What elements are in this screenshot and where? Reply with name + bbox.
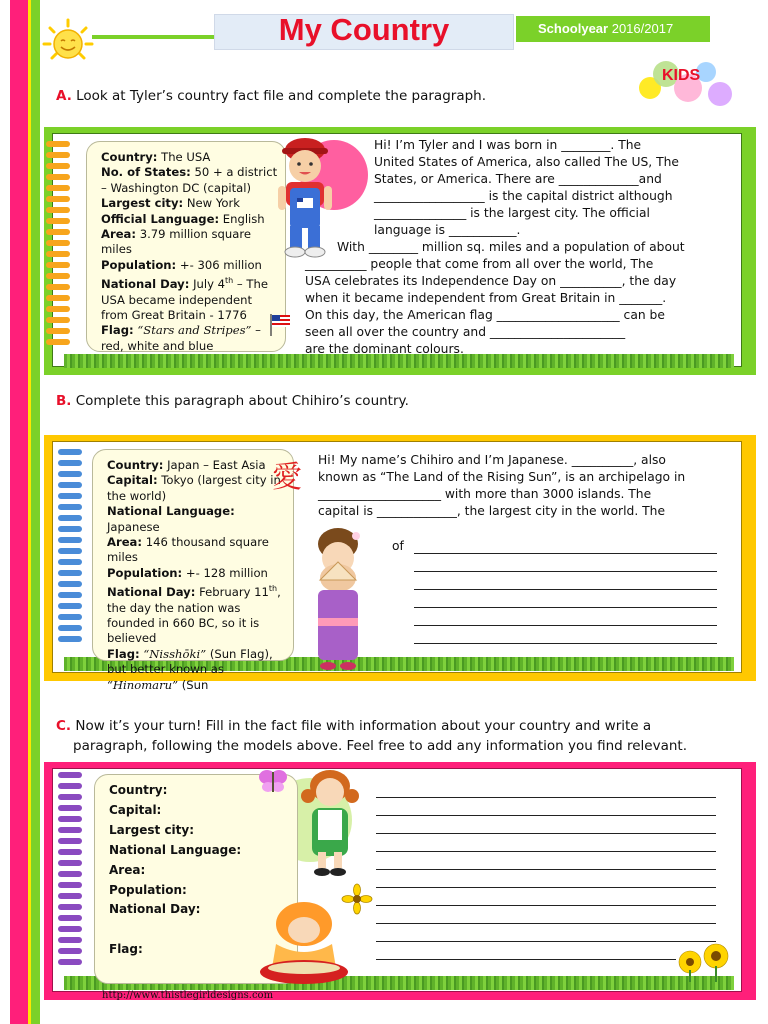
para-a-line: _______________ is the largest city. The official [374, 206, 650, 220]
ff-a-largest: New York [186, 196, 240, 211]
para-b-line: capital is _____________, the largest city in the world. The [318, 504, 666, 518]
write-line [414, 643, 717, 644]
write-line [414, 625, 717, 626]
write-line [376, 797, 716, 798]
section-a-binder-rings [46, 141, 74, 350]
ff-a-day-post: – The USA became independent from Great Britain - 1776 [101, 277, 268, 322]
write-line [376, 815, 716, 816]
section-b-paragraph [318, 452, 722, 520]
kids-logo [636, 58, 736, 116]
ff-a-area: 3.79 million square miles [101, 227, 252, 257]
ff-b-area-label: Area: [107, 535, 143, 550]
ff-a-area-label: Area: [101, 227, 137, 242]
section-b-fact-file [92, 449, 294, 692]
header-green-bar [92, 35, 217, 39]
ff-a-states: 50 + a district – Washington DC (capital) [101, 165, 278, 195]
ff-b-country-label: Country: [107, 458, 164, 472]
para-a-line: seen all over the country and ______________________ [305, 325, 626, 339]
section-a-instruction [56, 88, 486, 104]
ff-c-field: National Day: [109, 902, 201, 917]
para-a-line: __________________ is the capital district although [374, 189, 673, 203]
para-a-line: With ________ million sq. miles and a population of about [337, 240, 685, 254]
logo-letter-k: KIDS [662, 67, 701, 84]
ff-b-language: Japanese [107, 519, 160, 534]
ff-a-population-label: Population: [101, 257, 177, 272]
ff-c-field: Largest city: [109, 822, 195, 837]
side-bar-pink [10, 0, 28, 1024]
section-c-instruction [56, 716, 746, 756]
section-a-paragraph [305, 137, 717, 358]
para-a-line: when it became independent from Great Britain in _______. [305, 291, 667, 305]
write-line [376, 959, 676, 960]
write-line [414, 607, 717, 608]
para-a-line: __________ people that come from all over the world, The [305, 257, 654, 271]
section-b-of-label: of [392, 539, 404, 553]
para-a-line: United States of America, also called The US, The [374, 155, 679, 169]
para-a-line: States, or America. There are _____________and [374, 172, 662, 186]
ff-b-day-post: , the day the nation was founded in 660 BC, so it is believed [107, 585, 281, 646]
ff-c-field: Population: [109, 882, 187, 897]
ff-a-flag-name: “Stars and Stripes” [137, 323, 252, 338]
para-b-line: ____________________ with more than 3000 islands. The [318, 487, 652, 501]
boy-eskimo-illustration [256, 896, 352, 984]
footer-url: http://www.thistlegirldesigns.com [102, 990, 274, 1001]
girl-redhair-illustration [298, 766, 362, 878]
section-a-instruction-text: Look at Tyler’s country fact file and complete the paragraph. [76, 88, 487, 104]
section-a-letter: A. [56, 88, 72, 104]
write-line [376, 887, 716, 888]
para-a-line: USA celebrates its Independence Day on __________, the day [305, 274, 677, 288]
ff-a-language: English [222, 211, 265, 226]
section-b-instruction-text: Complete this paragraph about Chihiro’s country. [75, 393, 409, 409]
para-a-line: On this day, the American flag ____________________ can be [305, 308, 665, 322]
para-b-line: Hi! My name’s Chihiro and I’m Japanese. __________, also [318, 453, 666, 467]
para-a-line: Hi! I’m Tyler and I was born in ________. The [374, 138, 642, 152]
ff-b-flag-label: Flag: [107, 646, 140, 661]
section-c-instruction-line2: paragraph, following the models above. Feel free to add any information you find relevant. [73, 738, 688, 754]
schoolyear-value: 2016/2017 [611, 21, 674, 36]
section-b-binder-rings [58, 449, 86, 647]
ff-b-flag-name2: “Hinomaru” [107, 677, 179, 692]
ff-b-flag-name: “Nisshōki” [143, 646, 207, 661]
ff-a-language-label: Official Language: [101, 211, 220, 226]
page-title: My Country [278, 12, 450, 47]
butterfly-icon [258, 768, 288, 794]
section-a-fact-file [86, 141, 286, 352]
sunflowers-icon [674, 940, 740, 982]
side-bar-green [31, 0, 40, 1024]
write-line [376, 941, 716, 942]
section-c-instruction-line1: Now it’s your turn! Fill in the fact file with information about your country and write a [75, 718, 652, 734]
para-a-line: language is ___________. [374, 223, 521, 237]
write-line [376, 905, 716, 906]
girl-chihiro-illustration [302, 522, 374, 672]
write-line [376, 851, 716, 852]
ff-a-population: +- 306 million [179, 257, 262, 272]
section-c-binder-rings [58, 772, 86, 970]
schoolyear-badge [516, 16, 710, 42]
ff-c-field: Flag: [109, 942, 143, 957]
ff-a-country: The USA [161, 150, 211, 164]
write-line [376, 869, 716, 870]
ff-b-country: Japan – East Asia [167, 458, 266, 472]
ff-b-capital-label: Capital: [107, 473, 158, 488]
ff-b-capital: Tokyo (largest city in the world) [107, 473, 281, 503]
ff-b-population-label: Population: [107, 565, 183, 580]
ff-c-field: Country: [109, 783, 168, 797]
write-line [376, 833, 716, 834]
ff-b-area: 146 thousand square miles [107, 535, 269, 565]
ff-a-flag-post: – red, white and blue [101, 323, 261, 353]
ff-a-day-sup: th [225, 276, 234, 286]
section-c-letter: C. [56, 718, 72, 734]
ff-b-flag-mid: (Sun Flag), but better known as [107, 646, 273, 677]
section-b-instruction [56, 393, 409, 409]
write-line [414, 589, 717, 590]
ff-b-flag-post: (Sun [178, 677, 209, 692]
kanji-love-character: 愛 [272, 460, 302, 495]
write-line [414, 553, 717, 554]
ff-c-field: Capital: [109, 802, 162, 817]
ff-a-flag-label: Flag: [101, 323, 134, 338]
section-b-letter: B. [56, 393, 72, 409]
ff-c-field: Area: [109, 862, 146, 877]
para-a-line: are the dominant colours. [305, 342, 464, 356]
ff-a-day: July 4 [193, 277, 225, 292]
write-line [414, 571, 717, 572]
ff-b-language-label: National Language: [107, 504, 235, 519]
ff-c-field: National Language: [109, 842, 242, 857]
schoolyear-label: Schoolyear [538, 21, 609, 36]
ff-a-country-label: Country: [101, 150, 158, 164]
write-line [376, 923, 716, 924]
ff-a-largest-label: Largest city: [101, 196, 184, 211]
usa-flag-icon [268, 312, 292, 336]
ff-a-day-label: National Day: [101, 277, 190, 292]
ff-b-day: February 11 [199, 585, 269, 600]
ff-b-population: +- 128 million [185, 565, 268, 580]
ff-b-day-label: National Day: [107, 585, 196, 600]
para-b-line: known as “The Land of the Rising Sun”, is an archipelago in [318, 470, 686, 484]
sun-icon [42, 18, 94, 64]
ff-b-day-sup: th [268, 584, 278, 594]
ff-a-states-label: No. of States: [101, 165, 191, 180]
